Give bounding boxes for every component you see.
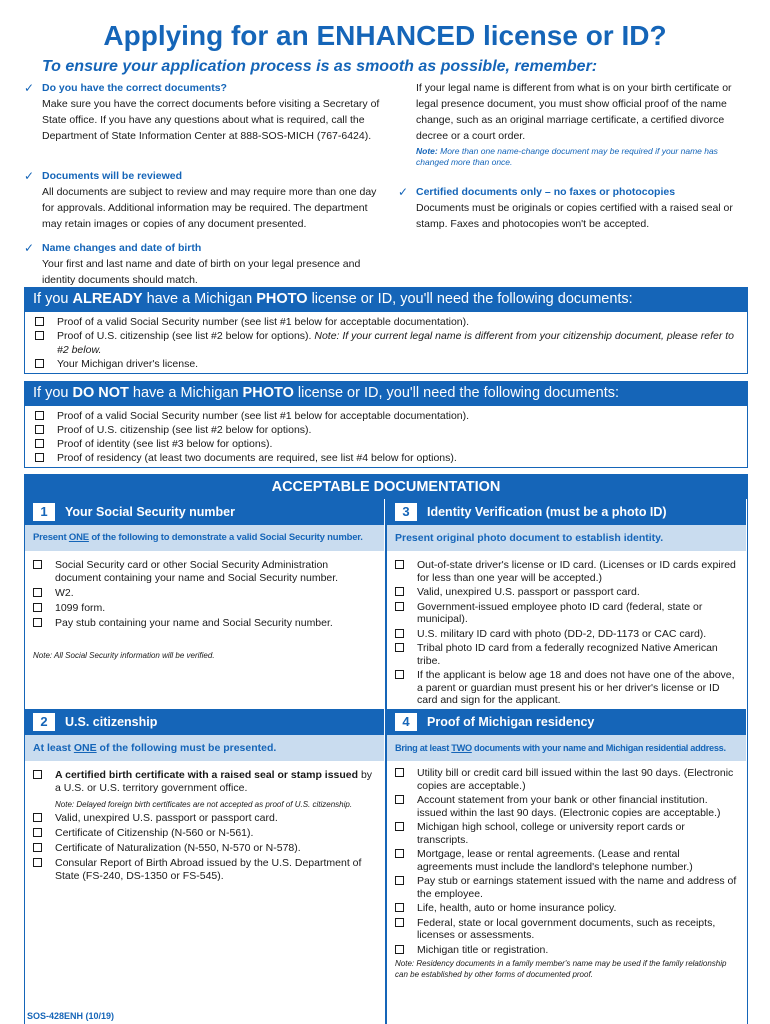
- tips-left-column: [24, 80, 384, 294]
- checkbox-icon[interactable]: [395, 903, 404, 912]
- tip-note: Note: More than one name-change document may be required if your name has changed more than once.: [416, 146, 718, 167]
- list-item: Out-of-state driver's license or ID card. (Licenses or ID cards expired for less than one year will be accepted.): [395, 559, 738, 584]
- checkbox-icon[interactable]: [395, 918, 404, 927]
- do-not-have-photo-id-section: [24, 381, 748, 468]
- document-checklist: [25, 406, 747, 467]
- section-header: [387, 499, 746, 525]
- list-item: Michigan high school, college or university report cards or transcripts.: [395, 821, 738, 846]
- list-item: Account statement from your bank or other financial institution. issued within the last 90 days. (Electronic copies are acceptable.): [395, 794, 738, 819]
- section-subheader: Present ONE of the following to demonstrate a valid Social Security number.: [25, 525, 384, 551]
- list-item: W2.: [33, 587, 376, 600]
- checkbox-icon[interactable]: [395, 849, 404, 858]
- tip-text: All documents are subject to review and may require more than one day for approvals. Additional information may be required. The department may retain images or copies of any document presented.: [42, 186, 377, 230]
- list-item: Consular Report of Birth Abroad issued by the U.S. Department of State (FS-240, DS-1350 or FS-545).: [33, 857, 376, 883]
- list-item: Valid, unexpired U.S. passport or passport card.: [395, 586, 738, 599]
- section-number: 1: [33, 503, 55, 521]
- section-2-us-citizenship: [25, 709, 384, 1024]
- already-have-photo-id-section: [24, 287, 748, 374]
- list-item: Certificate of Naturalization (N-550, N-570 or N-578).: [33, 842, 376, 855]
- document-list: [387, 551, 746, 707]
- tip-heading: Documents will be reviewed: [42, 170, 183, 182]
- page-subtitle: To ensure your application process is as smooth as possible, remember:: [42, 58, 598, 75]
- section-header: [25, 709, 384, 735]
- section-bar: If you DO NOT have a Michigan PHOTO license or ID, you'll need the following documents:: [25, 382, 747, 406]
- tip-documents-reviewed: [24, 168, 384, 234]
- checkbox-icon[interactable]: [395, 876, 404, 885]
- section-header: [387, 709, 746, 735]
- form-number: SOS-428ENH (10/19): [27, 1011, 115, 1021]
- checkbox-icon[interactable]: [35, 317, 44, 326]
- section-subheader: Bring at least TWO documents with your name and Michigan residential address.: [387, 735, 746, 761]
- checkbox-icon[interactable]: [33, 560, 42, 569]
- checklist-item: Proof of a valid Social Security number (see list #1 below for acceptable documentation).: [35, 315, 737, 329]
- checkbox-icon[interactable]: [395, 768, 404, 777]
- section-title: Identity Verification (must be a photo ID): [427, 505, 667, 519]
- checkbox-icon[interactable]: [395, 670, 404, 679]
- tip-text: Documents must be originals or copies certified with a raised seal or stamp. Faxes and photocopies won't be accepted.: [416, 202, 733, 230]
- tip-heading: Certified documents only – no faxes or photocopies: [416, 186, 676, 198]
- list-item: If the applicant is below age 18 and does not have one of the above, a parent or guardian must present his or her driver's license or ID card and sign for the applicant.: [395, 669, 738, 707]
- checkmark-icon: ✓: [24, 169, 35, 183]
- list-item: Certificate of Citizenship (N-560 or N-561).: [33, 827, 376, 840]
- tip-text: Make sure you have the correct documents before visiting a Secretary of State office. If you have any questions about what is required, call the Department of State Information Center at 888-SOS-MICH (767-6424).: [42, 98, 380, 142]
- checkbox-icon[interactable]: [35, 359, 44, 368]
- checkbox-icon[interactable]: [395, 602, 404, 611]
- list-item: Federal, state or local government documents, such as receipts, licenses or assessments.: [395, 917, 738, 942]
- section-4-michigan-residency: [387, 709, 746, 1024]
- document-checklist: [25, 312, 747, 373]
- section-note: Note: Residency documents in a family member's name may be used if the family relationship can be established by other forms of documented proof.: [395, 959, 727, 979]
- checkbox-icon[interactable]: [395, 643, 404, 652]
- document-list: [25, 761, 384, 883]
- list-item: Life, health, auto or home insurance policy.: [395, 902, 738, 915]
- section-title: Your Social Security number: [65, 505, 235, 519]
- checklist-item: Proof of U.S. citizenship (see list #2 below for options). Note: If your current legal name is different from your citizenship document, please refer to #2 below.: [35, 329, 737, 357]
- tip-text: Your first and last name and date of birth on your legal presence and identity documents should match.: [42, 258, 361, 286]
- section-subheader: Present original photo document to establish identity.: [387, 525, 746, 551]
- section-number: 2: [33, 713, 55, 731]
- tip-legal-name: [398, 80, 748, 178]
- list-item: Social Security card or other Social Security Administration document containing your name and Social Security number.: [33, 559, 376, 585]
- checklist-item: Proof of a valid Social Security number (see list #1 below for acceptable documentation).: [35, 409, 737, 423]
- document-list: [25, 551, 384, 630]
- checkbox-icon[interactable]: [33, 843, 42, 852]
- checkbox-icon[interactable]: [395, 560, 404, 569]
- list-item: Tribal photo ID card from a federally recognized Native American tribe.: [395, 642, 738, 667]
- tip-name-changes: [24, 240, 384, 288]
- checkmark-icon: ✓: [398, 185, 409, 199]
- checkbox-icon[interactable]: [395, 945, 404, 954]
- section-title: Proof of Michigan residency: [427, 715, 595, 729]
- tips-right-column: [398, 80, 748, 238]
- acceptable-documentation-heading: ACCEPTABLE DOCUMENTATION: [25, 475, 747, 499]
- item-note: Note: Delayed foreign birth certificates are not accepted as proof of U.S. citizenship.: [55, 800, 353, 809]
- section-bar: If you ALREADY have a Michigan PHOTO license or ID, you'll need the following documents:: [25, 288, 747, 312]
- list-item: Valid, unexpired U.S. passport or passport card.: [33, 812, 376, 825]
- checkbox-icon[interactable]: [35, 439, 44, 448]
- section-header: [25, 499, 384, 525]
- section-title: U.S. citizenship: [65, 715, 158, 729]
- checklist-item: Proof of U.S. citizenship (see list #2 below for options).: [35, 423, 737, 437]
- checkbox-icon[interactable]: [35, 411, 44, 420]
- checklist-item: Proof of residency (at least two documents are required, see list #4 below for options).: [35, 451, 737, 465]
- checkbox-icon[interactable]: [33, 603, 42, 612]
- section-3-identity-verification: [387, 499, 746, 707]
- checkbox-icon[interactable]: [33, 858, 42, 867]
- checkbox-icon[interactable]: [395, 587, 404, 596]
- checkbox-icon[interactable]: [33, 588, 42, 597]
- checkmark-icon: ✓: [24, 241, 35, 255]
- tip-certified-documents: [398, 184, 748, 232]
- list-item: 1099 form.: [33, 602, 376, 615]
- checkbox-icon[interactable]: [33, 813, 42, 822]
- section-1-social-security: [25, 499, 384, 707]
- tip-heading: Do you have the correct documents?: [42, 82, 227, 94]
- checkbox-icon[interactable]: [395, 795, 404, 804]
- checkbox-icon[interactable]: [33, 618, 42, 627]
- list-item: U.S. military ID card with photo (DD-2, DD-1173 or CAC card).: [395, 628, 738, 641]
- list-item: Michigan title or registration.: [395, 944, 738, 957]
- checkbox-icon[interactable]: [395, 629, 404, 638]
- list-item: A certified birth certificate with a raised seal or stamp issued by a U.S. or U.S. territory government office. Note: Delayed foreign birth certificates are not accepted as proof of U.S. citizenship.: [33, 769, 376, 810]
- checkbox-icon[interactable]: [33, 770, 42, 779]
- tip-correct-documents: [24, 80, 384, 162]
- checkbox-icon[interactable]: [35, 331, 44, 340]
- section-number: 3: [395, 503, 417, 521]
- checklist-item: Your Michigan driver's license.: [35, 357, 737, 371]
- checkmark-icon: ✓: [24, 81, 35, 95]
- checkbox-icon[interactable]: [35, 453, 44, 462]
- checkbox-icon[interactable]: [395, 822, 404, 831]
- tip-heading: Name changes and date of birth: [42, 242, 202, 254]
- acceptable-documentation: [24, 474, 748, 1024]
- list-item: Utility bill or credit card bill issued within the last 90 days. (Electronic copies are acceptable.): [395, 767, 738, 792]
- document-list: [387, 761, 746, 956]
- list-item: Pay stub or earnings statement issued with the name and address of the employee.: [395, 875, 738, 900]
- checkbox-icon[interactable]: [33, 828, 42, 837]
- checkbox-icon[interactable]: [35, 425, 44, 434]
- list-item: Pay stub containing your name and Social Security number.: [33, 617, 376, 630]
- section-note: Note: All Social Security information will be verified.: [33, 651, 215, 660]
- checklist-item: Proof of identity (see list #3 below for options).: [35, 437, 737, 451]
- page-title: Applying for an ENHANCED license or ID?: [103, 20, 667, 51]
- tip-text: If your legal name is different from what is on your birth certificate or legal presence document, you must show official proof of the name change, such as an original marriage certificate, a certified divorce decree or a court order.: [416, 82, 732, 142]
- list-item: Government-issued employee photo ID card (federal, state or municipal).: [395, 601, 738, 626]
- list-item: Mortgage, lease or rental agreements. (Lease and rental agreements must include the landlord's telephone number.): [395, 848, 738, 873]
- section-number: 4: [395, 713, 417, 731]
- section-subheader: At least ONE of the following must be presented.: [25, 735, 384, 761]
